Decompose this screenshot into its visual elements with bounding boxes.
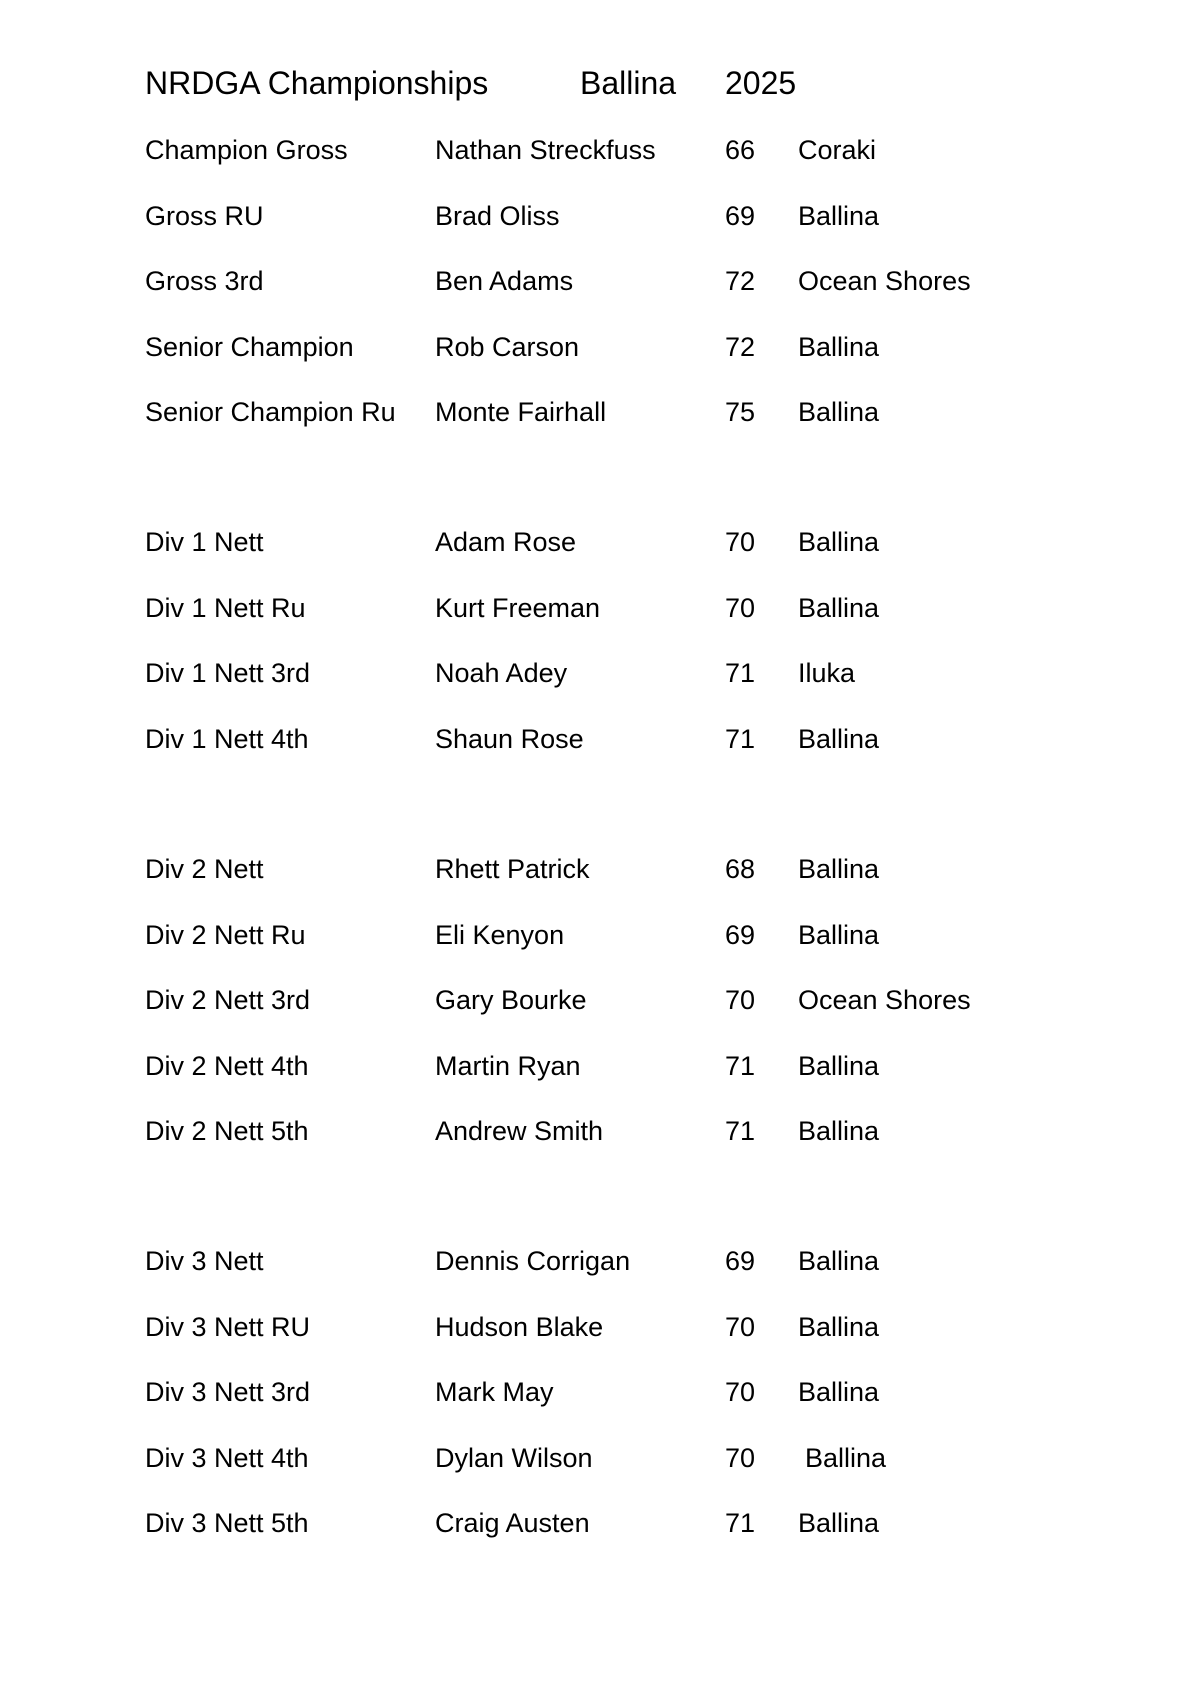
award-label: Div 1 Nett [145,527,264,557]
result-row [145,1360,1045,1426]
player-club: Ballina [798,1377,880,1407]
award-label: Champion Gross [145,135,348,165]
player-name: Rhett Patrick [435,854,590,884]
player-club: Ballina [798,592,880,623]
award-label: Div 2 Nett Ru [145,919,306,950]
result-row [145,903,1045,969]
player-club: Ballina [798,397,880,427]
result-row [145,1099,1045,1165]
player-score: 69 [725,200,756,231]
award-label: Div 3 Nett 5th [145,1508,309,1538]
result-row [145,1491,1045,1557]
division-1-results [145,510,1045,772]
player-club: Ballina [798,1246,880,1276]
player-score: 68 [725,854,756,884]
award-label: Senior Champion Ru [145,397,396,427]
player-club: Ballina [798,1508,880,1538]
award-label: Div 2 Nett 3rd [145,985,311,1015]
player-score: 70 [725,592,756,623]
award-label: Div 2 Nett 5th [145,1116,309,1146]
player-score: 71 [725,1508,756,1538]
result-row [145,249,1045,315]
player-name: Dennis Corrigan [435,1246,631,1276]
player-club: Coraki [798,135,877,165]
player-score: 69 [725,919,756,950]
award-label: Div 1 Nett 4th [145,723,309,754]
player-name: Ben Adams [435,266,574,296]
player-club: Ballina [798,331,880,362]
year-title: 2025 [725,65,797,101]
player-name: Gary Bourke [435,985,587,1015]
result-row [145,1426,1045,1492]
player-name: Rob Carson [435,331,580,362]
award-label: Div 3 Nett [145,1246,264,1276]
award-label: Div 1 Nett 3rd [145,658,311,688]
award-label: Gross 3rd [145,266,264,296]
player-score: 70 [725,1442,756,1473]
player-name: Noah Adey [435,658,568,688]
player-score: 71 [725,658,756,688]
player-name: Eli Kenyon [435,919,565,950]
division-3-results [145,1229,1045,1557]
player-name: Adam Rose [435,527,577,557]
player-score: 69 [725,1246,756,1276]
player-name: Hudson Blake [435,1311,604,1342]
player-score: 70 [725,1311,756,1342]
award-label: Div 3 Nett RU [145,1311,311,1342]
player-name: Brad Oliss [435,200,560,231]
player-club: Ballina [798,1050,880,1081]
award-label: Div 3 Nett 3rd [145,1377,311,1407]
award-label: Gross RU [145,200,264,231]
player-name: Kurt Freeman [435,592,601,623]
player-club: Iluka [798,658,856,688]
result-row [145,1295,1045,1361]
player-score: 71 [725,1116,756,1146]
player-club: Ballina [798,723,880,754]
award-label: Div 1 Nett Ru [145,592,306,623]
player-score: 70 [725,985,756,1015]
player-name: Craig Austen [435,1508,590,1538]
player-club: Ballina [798,200,880,231]
player-score: 66 [725,135,756,165]
player-club: Ocean Shores [798,266,971,296]
result-row [145,576,1045,642]
result-row [145,837,1045,903]
award-label: Senior Champion [145,331,354,362]
result-row [145,184,1045,250]
result-row [145,968,1045,1034]
player-name: Andrew Smith [435,1116,604,1146]
player-score: 70 [725,527,756,557]
player-score: 71 [725,1050,756,1081]
player-club: Ballina [798,527,880,557]
player-name: Martin Ryan [435,1050,581,1081]
player-name: Mark May [435,1377,554,1407]
player-name: Dylan Wilson [435,1442,593,1473]
result-row [145,510,1045,576]
award-label: Div 2 Nett [145,854,264,884]
event-title: NRDGA Championships [145,65,489,101]
player-club: Ballina [798,1116,880,1146]
player-name: Nathan Streckfuss [435,135,656,165]
player-name: Monte Fairhall [435,397,607,427]
result-row [145,380,1045,446]
award-label: Div 2 Nett 4th [145,1050,309,1081]
award-label: Div 3 Nett 4th [145,1442,309,1473]
player-club: Ballina [798,919,880,950]
player-name: Shaun Rose [435,723,584,754]
player-score: 72 [725,331,756,362]
result-row [145,1229,1045,1295]
result-row [145,118,1045,184]
player-club: Ballina [798,854,880,884]
result-row [145,1034,1045,1100]
player-score: 71 [725,723,756,754]
player-score: 72 [725,266,756,296]
player-club: Ballina [805,1442,887,1473]
player-club: Ocean Shores [798,985,971,1015]
venue-title: Ballina [580,65,677,101]
player-score: 70 [725,1377,756,1407]
player-score: 75 [725,397,756,427]
result-row [145,641,1045,707]
division-2-results [145,837,1045,1165]
result-row [145,315,1045,381]
result-row [145,707,1045,773]
championship-results [145,118,1045,446]
player-club: Ballina [798,1311,880,1342]
